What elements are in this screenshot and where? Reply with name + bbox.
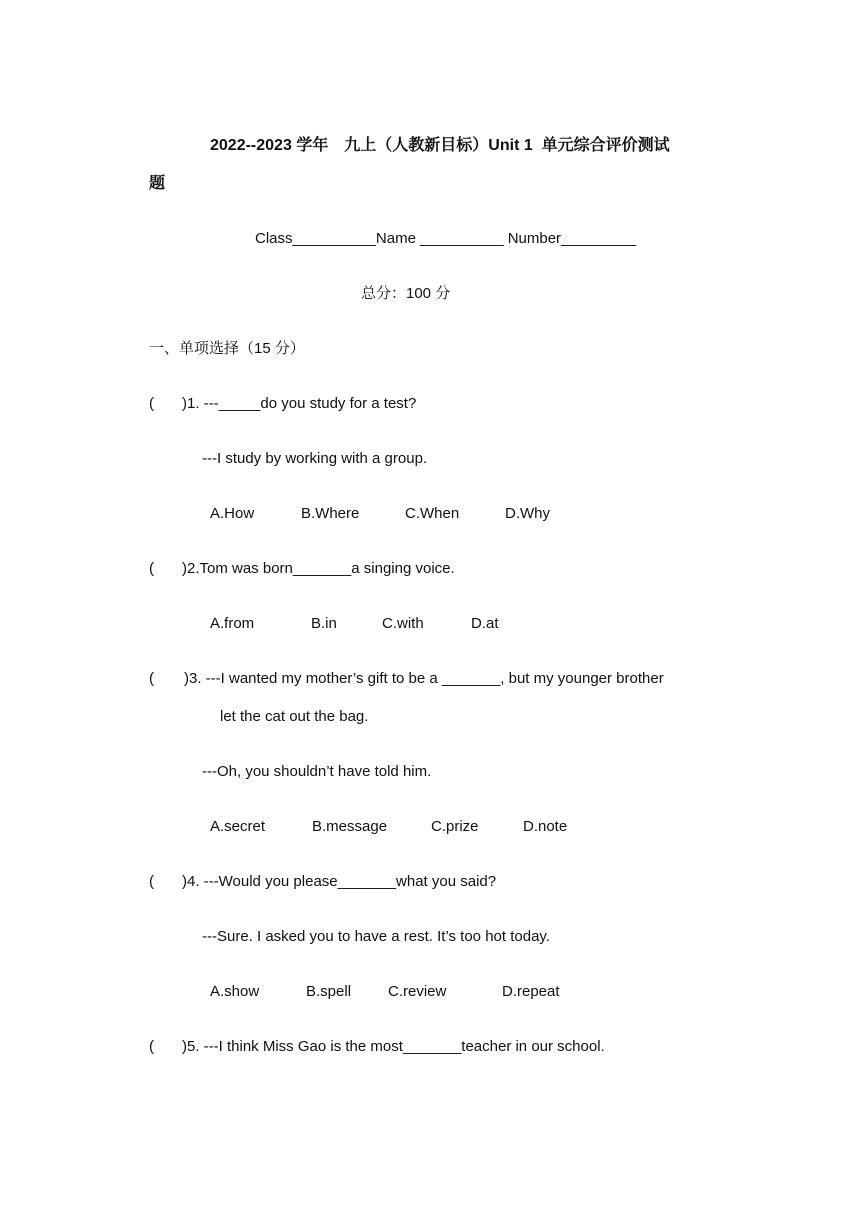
student-info-line: Class__________Name __________ Number_________ <box>255 230 637 247</box>
question-stem: )3. ---I wanted my mother’s gift to be a _______, but my younger brother <box>184 670 664 687</box>
question-reply: ---Sure. I asked you to have a rest. It’s too hot today. <box>202 928 550 945</box>
option: D.Why <box>505 505 550 522</box>
answer-paren: ( <box>149 873 154 890</box>
question-reply: ---I study by working with a group. <box>202 450 428 467</box>
section-heading: 一、单项选择（15 分） <box>149 340 305 357</box>
option: D.at <box>471 615 499 632</box>
option: B.in <box>311 615 337 632</box>
question-reply: ---Oh, you shouldn’t have told him. <box>202 763 432 780</box>
option: A.from <box>210 615 255 632</box>
option: D.repeat <box>502 983 560 1000</box>
option: A.secret <box>210 818 266 835</box>
option: B.spell <box>306 983 352 1000</box>
option: B.Where <box>301 505 360 522</box>
total-score: 总分：100 分 <box>361 285 451 302</box>
option: D.note <box>523 818 568 835</box>
question-stem: )1. ---_____do you study for a test? <box>182 395 417 412</box>
exam-title-line1: 2022--2023 学年 九上（人教新目标）Unit 1 单元综合评价测试 <box>210 137 670 154</box>
option: A.How <box>210 505 255 522</box>
option: C.review <box>388 983 447 1000</box>
option: A.show <box>210 983 260 1000</box>
question-stem: )5. ---I think Miss Gao is the most_______teacher in our school. <box>182 1038 605 1055</box>
option: B.message <box>312 818 388 835</box>
option: C.When <box>405 505 460 522</box>
answer-paren: ( <box>149 1038 154 1055</box>
option: C.with <box>382 615 424 632</box>
question-stem-continuation: let the cat out the bag. <box>220 708 369 725</box>
answer-paren: ( <box>149 670 154 687</box>
exam-title-line2: 题 <box>149 175 166 192</box>
option: C.prize <box>431 818 479 835</box>
answer-paren: ( <box>149 395 154 412</box>
answer-paren: ( <box>149 560 154 577</box>
question-stem: )2.Tom was born_______a singing voice. <box>182 560 455 577</box>
question-stem: )4. ---Would you please_______what you said? <box>182 873 497 890</box>
